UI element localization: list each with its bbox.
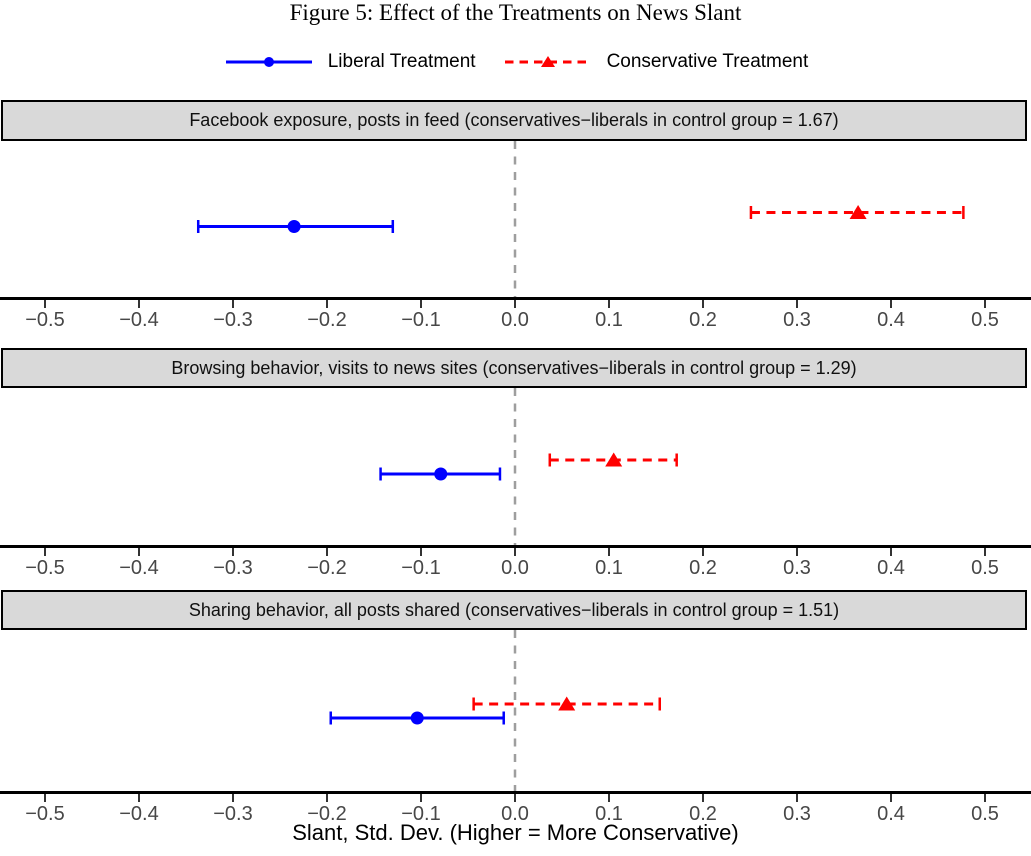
x-tick-label: −0.5 — [25, 557, 65, 579]
conservative-treatment-key-icon — [502, 50, 594, 74]
panel-strip-facebook-exposure — [1, 100, 1027, 141]
panel-plot-browsing-behavior — [0, 388, 1031, 546]
x-tick-label: 0.1 — [595, 309, 623, 331]
x-tick-label: 0.2 — [689, 557, 717, 579]
liberal-treatment-key-icon — [223, 50, 315, 74]
panel-strip-label: Browsing behavior, visits to news sites (conservatives−liberals in control group = 1.29) — [171, 357, 857, 378]
panel-strip-sharing-behavior — [1, 590, 1027, 630]
x-tick-label: −0.4 — [119, 309, 159, 331]
point-estimate-liberal — [288, 220, 301, 233]
x-tick-label: −0.5 — [25, 803, 65, 825]
x-tick-label: 0.1 — [595, 803, 623, 825]
legend-label-conservative: Conservative Treatment — [606, 51, 809, 72]
x-axis-title: Slant, Std. Dev. (Higher = More Conservative) — [292, 820, 739, 845]
panel-strip-browsing-behavior — [1, 348, 1027, 388]
x-tick-label: −0.4 — [119, 557, 159, 579]
panel-strip-label: Sharing behavior, all posts shared (conservatives−liberals in control group = 1.51) — [188, 599, 840, 620]
x-tick-label: 0.5 — [971, 309, 999, 331]
x-tick-label: 0.3 — [783, 557, 811, 579]
x-tick-label: 0.0 — [501, 309, 529, 331]
panel-plot-facebook-exposure — [0, 141, 1031, 298]
legend-item-liberal — [223, 50, 476, 74]
x-tick-label: −0.3 — [213, 309, 253, 331]
x-tick-label: 0.1 — [595, 557, 623, 579]
x-tick-label: −0.3 — [213, 557, 253, 579]
x-tick-label: −0.2 — [307, 557, 347, 579]
x-tick-label: 0.5 — [971, 557, 999, 579]
x-tick-label: −0.3 — [213, 803, 253, 825]
x-tick-label: 0.3 — [783, 309, 811, 331]
x-tick-label: −0.1 — [401, 557, 441, 579]
x-tick-label: −0.4 — [119, 803, 159, 825]
x-tick-label: 0.4 — [877, 309, 905, 331]
point-estimate-liberal — [434, 468, 447, 481]
figure-title: Figure 5: Effect of the Treatments on News Slant — [289, 0, 742, 25]
panel-plot-sharing-behavior — [0, 630, 1031, 792]
x-axis-facebook-exposure — [0, 297, 1031, 337]
x-tick-label: 0.0 — [501, 557, 529, 579]
x-tick-label: −0.1 — [401, 309, 441, 331]
x-tick-label: 0.4 — [877, 557, 905, 579]
x-tick-label: 0.3 — [783, 803, 811, 825]
legend-item-conservative — [502, 50, 809, 74]
x-tick-label: 0.5 — [971, 803, 999, 825]
point-estimate-liberal — [411, 712, 424, 725]
x-tick-label: 0.2 — [689, 803, 717, 825]
x-tick-label: 0.0 — [501, 803, 529, 825]
legend — [0, 50, 1031, 74]
x-axis-browsing-behavior — [0, 545, 1031, 585]
x-tick-label: −0.1 — [401, 803, 441, 825]
x-tick-label: −0.5 — [25, 309, 65, 331]
panel-strip-label: Facebook exposure, posts in feed (conservatives−liberals in control group = 1.67) — [189, 110, 839, 130]
x-tick-label: −0.2 — [307, 803, 347, 825]
x-tick-label: 0.4 — [877, 803, 905, 825]
x-tick-label: 0.2 — [689, 309, 717, 331]
liberal-key-point — [264, 57, 274, 67]
legend-label-liberal: Liberal Treatment — [327, 51, 476, 72]
x-tick-label: −0.2 — [307, 309, 347, 331]
